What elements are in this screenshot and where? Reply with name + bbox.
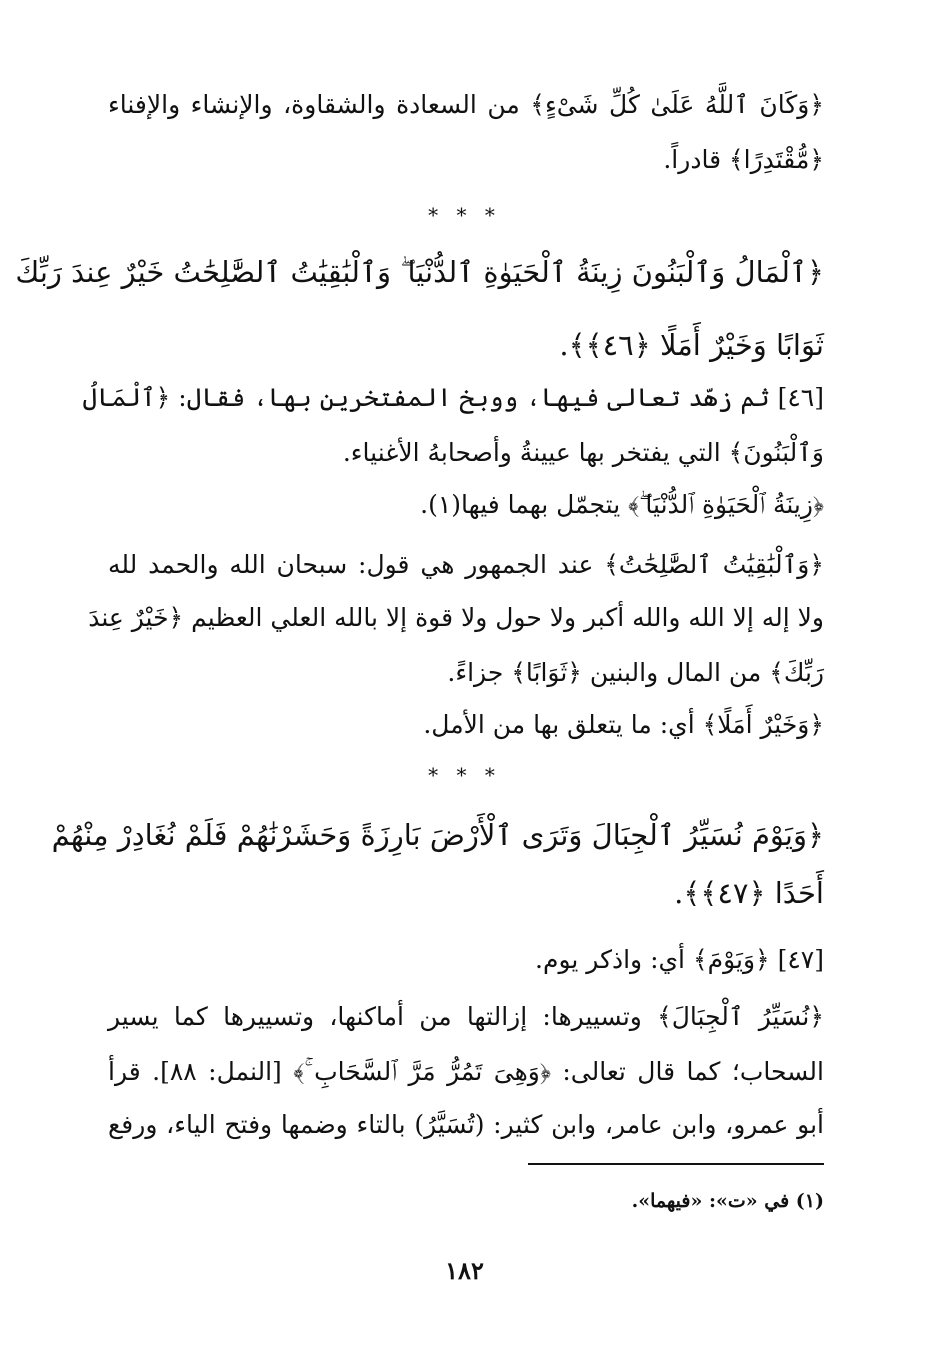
text-line: ﴿وَكَانَ ٱللَّهُ عَلَىٰ كُلِّ شَىْءٍ﴾ من السعادة والشقاوة، والإنشاء والإفناء — [108, 90, 824, 119]
quran-verse-line: ﴿ٱلْمَالُ وَٱلْبَنُونَ زِينَةُ ٱلْحَيَوٰةِ ٱلدُّنْيَا ۖ وَٱلْبَٰقِيَٰتُ ٱلصَّٰلِحَٰتُ خَيْرٌ عِندَ رَبِّكَ — [15, 255, 824, 289]
commentary-line: السحاب؛ كما قال تعالى: ﴿وَهِىَ تَمُرُّ مَرَّ ٱلسَّحَابِ ۚ﴾ [النمل: ٨٨]. قرأ — [108, 1057, 824, 1086]
commentary-line: ﴿وَٱلْبَٰقِيَٰتُ ٱلصَّٰلِحَٰتُ﴾ عند الجمهور هي قول: سبحان الله والحمد لله — [108, 550, 824, 579]
commentary-line: [٤٦] ثم زهّد تعالى فيها، ووبخ المفتخرين بها، فقال: ﴿ٱلْمَالُ — [82, 383, 824, 412]
section-separator: * * * — [428, 203, 501, 227]
commentary-line: أبو عمرو، وابن عامر، وابن كثير: (تُسَيَّرُ) بالتاء وضمها وفتح الياء، ورفع — [108, 1110, 824, 1139]
page-number: ١٨٢ — [445, 1256, 484, 1285]
commentary-line: وَٱلْبَنُونَ﴾ التي يفتخر بها عيينةُ وأصحابهُ الأغنياء. — [342, 438, 824, 467]
footnote: (١) في «ت»: «فيهما». — [631, 1190, 824, 1212]
text-line: ﴿مُّقْتَدِرًا﴾ قادراً. — [663, 145, 824, 174]
commentary-line: ﴿نُسَيِّرُ ٱلْجِبَالَ﴾ وتسييرها: إزالتها من أماكنها، وتسييرها كما يسير — [108, 1002, 824, 1031]
commentary-line: ﴿وَخَيْرٌ أَمَلًا﴾ أي: ما يتعلق بها من الأمل. — [423, 710, 824, 739]
commentary-line: ﴿زِينَةُ ٱلْحَيَوٰةِ ٱلدُّنْيَا ۖ﴾ يتجمّل بهما فيها(١). — [420, 490, 824, 519]
quran-verse-line: ثَوَابًا وَخَيْرٌ أَمَلًا ﴿٤٦﴾﴾. — [559, 328, 824, 362]
footnote-divider — [528, 1163, 824, 1165]
commentary-line: ولا إله إلا الله والله أكبر ولا حول ولا قوة إلا بالله العلي العظيم ﴿خَيْرٌ عِندَ — [88, 603, 824, 632]
commentary-line: [٤٧] ﴿وَيَوْمَ﴾ أي: واذكر يوم. — [535, 945, 824, 974]
commentary-line: رَبِّكَ﴾ من المال والبنين ﴿ثَوَابًا﴾ جزاءً. — [447, 658, 824, 687]
quran-verse-line: أَحَدًا ﴿٤٧﴾﴾. — [674, 876, 824, 910]
quran-verse-line: ﴿وَيَوْمَ نُسَيِّرُ ٱلْجِبَالَ وَتَرَى ٱلْأَرْضَ بَارِزَةً وَحَشَرْنَٰهُمْ فَلَمْ نُغَادِرْ مِنْهُمْ — [51, 818, 824, 852]
section-separator: * * * — [428, 763, 501, 787]
